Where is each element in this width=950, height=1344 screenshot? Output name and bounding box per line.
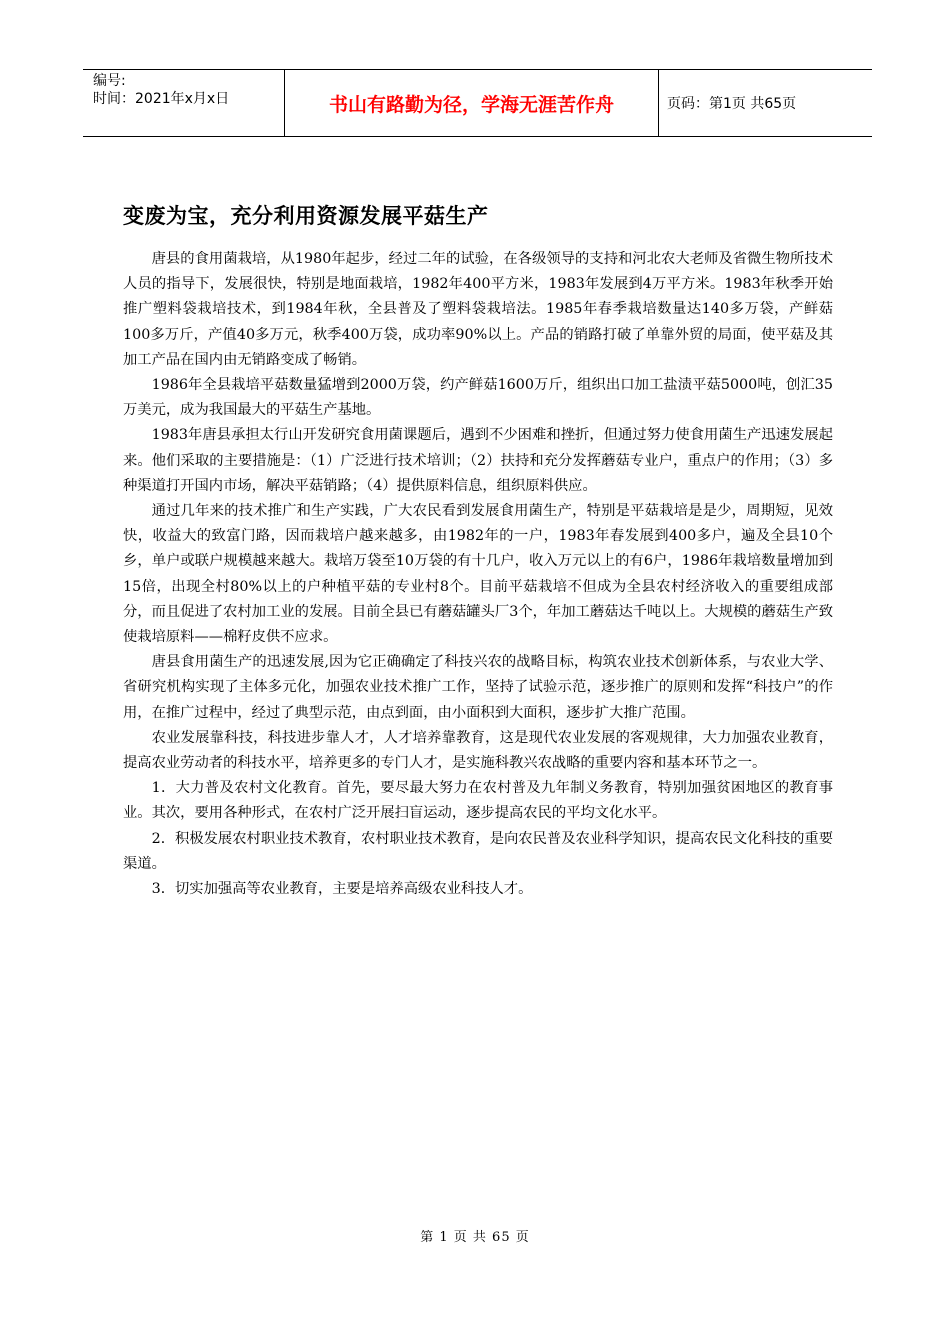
document-body — [123, 247, 833, 902]
document-time-label: 时间：2021年x月x日 — [93, 91, 230, 107]
document-header — [83, 69, 872, 137]
paragraph: 唐县食用菌生产的迅速发展,因为它正确确定了科技兴农的战略目标，构筑农业技术创新体系，与农业大学、省研究机构实现了主体多元化，加强农业技术推广工作，坚持了试验示范，逐步推广的原则和发挥“科技户”的作用，在推广过程中，经过了典型示范，由点到面，由小面积到大面积，逐步扩大推广范围。 — [123, 654, 833, 721]
list-item: 2．积极发展农村职业技术教育，农村职业技术教育，是向农民普及农业科学知识，提高农民文化科技的重要渠道。 — [123, 830, 833, 872]
paragraph: 1983年唐县承担太行山开发研究食用菌课题后，遇到不少困难和挫折，但通过努力使食用菌生产迅速发展起来。他们采取的主要措施是：（1）广泛进行技术培训；（2）扶持和充分发挥蘑菇专业户，重点户的作用；（3）多种渠道打开国内市场，解决平菇销路；（4）提供原料信息，组织原料供应。 — [123, 427, 833, 494]
paragraph: 1986年全县栽培平菇数量猛增到2000万袋，约产鲜菇1600万斤，组织出口加工盐渍平菇5000吨，创汇35万美元，成为我国最大的平菇生产基地。 — [123, 377, 833, 419]
list-item: 3．切实加强高等农业教育，主要是培养高级农业科技人才。 — [151, 881, 533, 898]
document-title: 变废为宝，充分利用资源发展平菇生产 — [123, 204, 489, 228]
header-meta-cell — [83, 70, 285, 136]
paragraph: 通过几年来的技术推广和生产实践，广大农民看到发展食用菌生产，特别是平菇栽培是是少，周期短，见效快，收益大的致富门路，因而栽培户越来越多，由1982年的一户，1983年春发展到400多户，遍及全县10个乡，单户或联户规模越来越大。栽培万袋至10万袋的有十几户，收入万元以上的有6户，1986年栽培数量增加到15倍，出现全村80%以上的户种植平菇的专业村8个。目前平菇栽培不但成为全县农村经济收入的重要组成部分，而且促进了农村加工业的发展。目前全县已有蘑菇罐头厂3个，年加工蘑菇达千吨以上。大规模的蘑菇生产致使栽培原料——棉籽皮供不应求。 — [123, 503, 833, 646]
header-page-info: 页码：第1页 共65页 — [667, 96, 797, 112]
document-number-label: 编号: — [93, 73, 126, 89]
paragraph: 唐县的食用菌栽培，从1980年起步，经过二年的试验，在各级领导的支持和河北农大老师及省微生物所技术人员的指导下，发展很快，特别是地面栽培，1982年400平方米，1983年发展到4万平方米。1983年秋季开始推广塑料袋栽培技术，到1984年秋，全县普及了塑料袋栽培法。1985年春季栽培数量达140多万袋，产鲜菇100多万斤，产值40多万元，秋季400万袋，成功率90%以上。产品的销路打破了单靠外贸的局面，使平菇及其加工产品在国内由无销路变成了畅销。 — [123, 251, 833, 368]
list-item: 1．大力普及农村文化教育。首先，要尽最大努力在农村普及九年制义务教育，特别加强贫困地区的教育事业。其次，要用各种形式，在农村广泛开展扫盲运动，逐步提高农民的平均文化水平。 — [123, 780, 833, 822]
header-motto: 书山有路勤为径，学海无涯苦作舟 — [285, 70, 659, 136]
paragraph: 农业发展靠科技，科技进步靠人才，人才培养靠教育，这是现代农业发展的客观规律，大力加强农业教育，提高农业劳动者的科技水平，培养更多的专门人才，是实施科教兴农战略的重要内容和基本环节之一。 — [123, 729, 833, 772]
page-footer: 第 1 页 共 65 页 — [420, 1230, 530, 1245]
